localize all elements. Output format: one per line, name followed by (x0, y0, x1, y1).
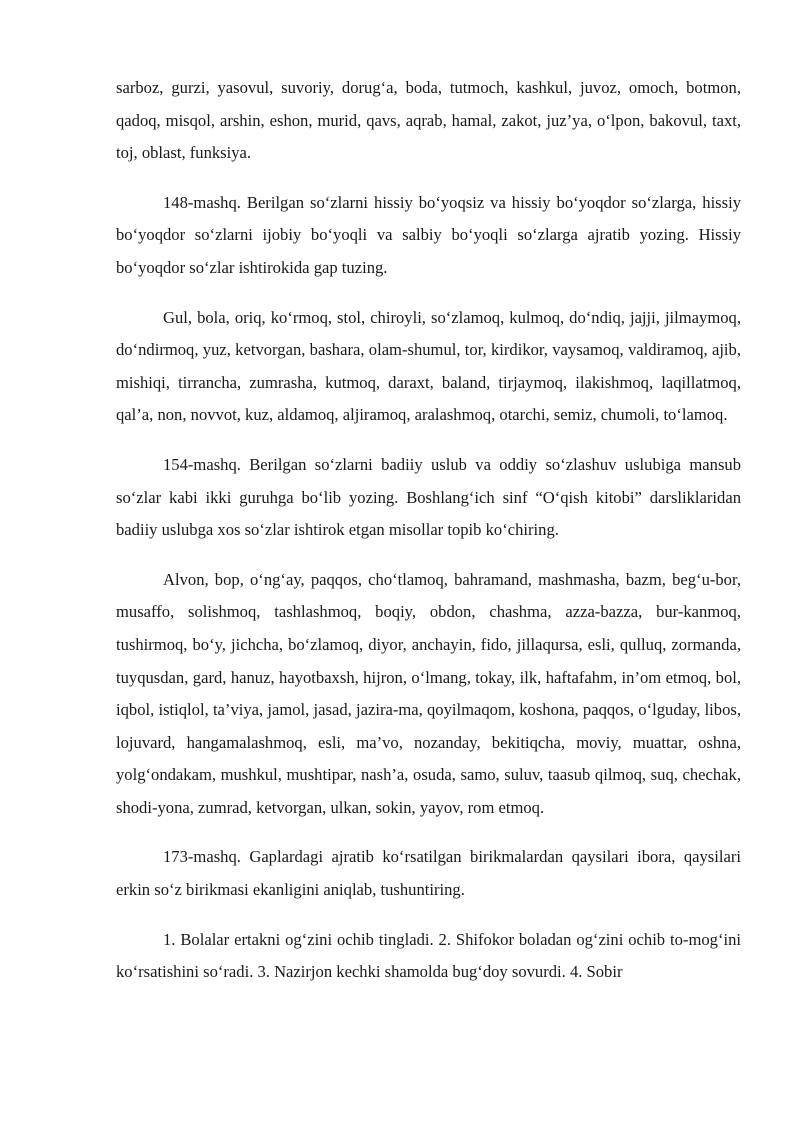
document-body (116, 72, 741, 1006)
exercise-148-word-list: Gul, bola, oriq, ko‘rmoq, stol, chiroyli, so‘zlamoq, kulmoq, do‘ndiq, jajji, jilmaymoq, do‘ndirmoq, yuz, ketvorgan, bashara, olam-shumul, tor, kirdikor, vaysamoq, valdiramoq, ajib, mishiqi, tirrancha, zumrasha, kutmoq, daraxt, baland, tirjaymoq, ilakishmoq, laqillatmoq, qal’a, non, novvot, kuz, aldamoq, aljiramoq, aralashmoq, otarchi, semiz, chumoli, to‘lamoq. (116, 307, 741, 425)
paragraph-word-list-continued: sarboz, gurzi, yasovul, suvoriy, dorug‘a, boda, tutmoch, kashkul, juvoz, omoch, botmon, qadoq, misqol, arshin, eshon, murid, qavs, aqrab, hamal, zakot, juz’ya, o‘lpon, bakovul, taxt, toj, oblast, funksiya. (116, 78, 741, 163)
exercise-148-instruction: 148-mashq. Berilgan so‘zlarni hissiy bo‘yoqsiz va hissiy bo‘yoqdor so‘zlarga, hissiy bo‘yoqdor so‘zlarni ijobiy bo‘yoqli va salbiy bo‘yoqli so‘zlarga ajratib yozing. Hissiy bo‘yoqdor so‘zlar ishtirokida gap tuzing. (116, 192, 741, 277)
exercise-173-sentences: 1. Bolalar ertakni og‘zini ochib tingladi. 2. Shifokor boladan og‘zini ochib to-mog‘ini ko‘rsatishini so‘radi. 3. Nazirjon kechki shamolda bug‘doy sovurdi. 4. Sobir (116, 929, 741, 982)
exercise-173-instruction: 173-mashq. Gaplardagi ajratib ko‘rsatilgan birikmalardan qaysilari ibora, qaysilari erkin so‘z birikmasi ekanligini aniqlab, tushuntiring. (116, 847, 741, 900)
exercise-154-word-list: Alvon, bop, o‘ng‘ay, paqqos, cho‘tlamoq, bahramand, mashmasha, bazm, beg‘u-bor, musaffo, solishmoq, tashlashmoq, boqiy, obdon, chashma, azza-bazza, bur-kanmoq, tushirmoq, bo‘y, jichcha, bo‘zlamoq, diyor, anchayin, fido, jillaqursa, esli, qulluq, zormanda, tuyqusdan, gard, hanuz, hayotbaxsh, hijron, o‘lmang, tokay, ilk, haftafahm, in’om etmoq, bol, iqbol, istiqlol, ta’viya, jamol, jasad, jazira-ma, qoyilmaqom, koshona, paqqos, o‘lguday, libos, lojuvard, hangamalashmoq, esli, ma’vo, nozanday, bekitiqcha, moviy, muattar, oshna, yolg‘ondakam, mushkul, mushtipar, nash’a, osuda, samo, suluv, taasub qilmoq, suq, chechak, shodi-yona, zumrad, ketvorgan, ulkan, sokin, yayov, rom etmoq. (116, 569, 741, 817)
exercise-154-instruction: 154-mashq. Berilgan so‘zlarni badiiy uslub va oddiy so‘zlashuv uslubiga mansub so‘zlar kabi ikki guruhga bo‘lib yozing. Boshlang‘ich sinf “O‘qish kitobi” darsliklaridan badiiy uslubga xos so‘zlar ishtirok etgan misollar topib ko‘chiring. (116, 454, 741, 540)
